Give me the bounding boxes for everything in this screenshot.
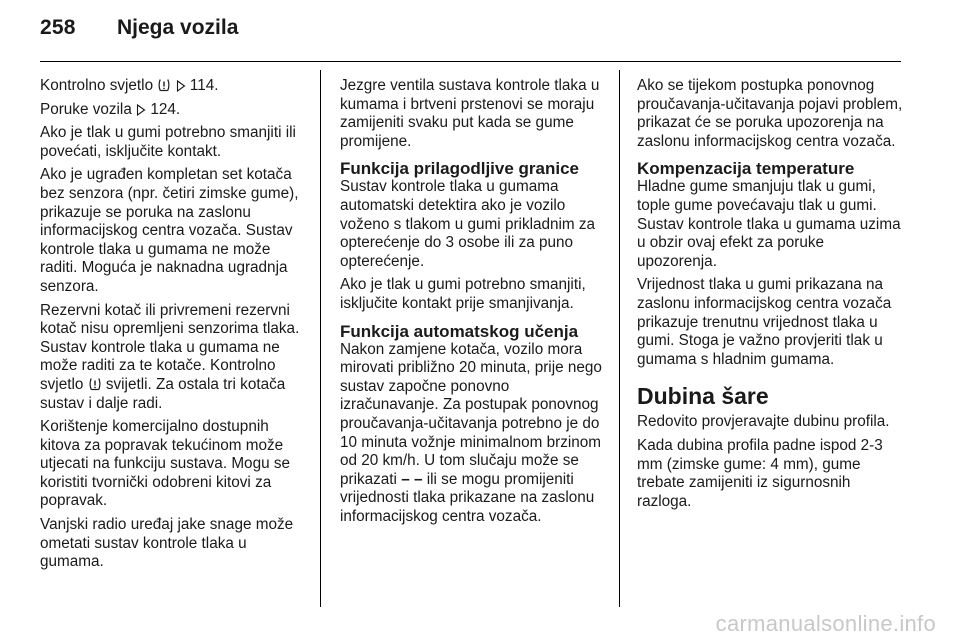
column-3 [637, 77, 907, 516]
paragraph: Vrijednost tlaka u gumi prikazana na zaslonu informacijskog centra vozača prikazuje trenutnu vrijednost tlaka u gumi. Stoga je važno provjeriti tlak u gumama s hladnim gumama. [637, 276, 892, 368]
section-heading: Kompenzacija temperature [637, 159, 855, 179]
header-rule [40, 61, 901, 62]
watermark: carmanualsonline.info [715, 611, 936, 636]
paragraph: Ako je tlak u gumi potrebno smanjiti ili povećati, isključite kontakt. [40, 124, 296, 160]
major-heading: Dubina šare [637, 383, 769, 410]
column-divider-2 [619, 70, 620, 607]
paragraph-vehicle-messages-ref: Poruke vozila 124. [40, 100, 181, 118]
tire-pressure-warning-icon [88, 377, 102, 391]
paragraph: Ako je tlak u gumi potrebno smanjiti, isključite kontakt prije smanjivanja. [340, 276, 586, 312]
dashes-display-symbol: – – [401, 470, 423, 488]
tire-pressure-warning-icon [157, 78, 171, 92]
page-reference-arrow-icon [136, 104, 146, 116]
paragraph: Kada dubina profila padne ispod 2-3 mm (zimske gume: 4 mm), gume trebate zamijeniti iz sigurnosnih razloga. [637, 436, 883, 510]
paragraph: Ako se tijekom postupka ponovnog proučavanja-učitavanja pojavi problem, prikazat će se poruka upozorenja na zaslonu informacijskog centra vozača. [637, 77, 903, 150]
section-heading: Funkcija prilagodljive granice [340, 159, 580, 179]
page-header [40, 16, 920, 56]
paragraph: Redovito provjeravajte dubinu profila. [637, 413, 890, 431]
paragraph: Korištenje komercijalno dostupnih kitova za popravak tekućinom može utjecati na funkciju sustava. Mogu se koristiti tvornički odobreni kitovi za popravak. [40, 418, 290, 510]
paragraph: Jezgre ventila sustava kontrole tlaka u kumama i brtveni prstenovi se moraju zamijeniti svaku put kada se gume promijene. [340, 77, 600, 150]
paragraph-warning-light-ref: Kontrolno svjetlo 114. [40, 77, 219, 94]
section-heading: Funkcija automatskog učenja [340, 321, 579, 341]
paragraph: Hladne gume smanjuju tlak u gumi, tople gume povećavaju tlak u gumi. Sustav kontrole tlaka u gumama uzima u obzir ovaj efekt za poruke upozorenja. [637, 178, 901, 270]
paragraph: Vanjski radio uređaj jake snage može ometati sustav kontrole tlaka u gumama. [40, 516, 294, 571]
column-1 [40, 77, 308, 577]
column-divider-1 [320, 70, 321, 607]
paragraph: Ako je ugrađen kompletan set kotača bez senzora (npr. četiri zimske gume), prikazuje se poruka na zaslonu informacijskog centra vozača. Sustav kontrole tlaka u gumama ne može raditi. Moguća je naknadna ugradnja senzora. [40, 166, 299, 295]
column-2 [340, 77, 605, 531]
page-number: 258 [40, 16, 76, 39]
paragraph-auto-learn: Nakon zamjene kotača, vozilo mora mirovati približno 20 minuta, prije nego sustav započne ponovno izračunavanje. Za postupak ponovnog proučavanja-učitavanja potrebno je do 10 minuta vožnje minimalnom brzinom od 20 km/h. U tom slučaju može se prikazati – – ili se mogu promijeniti vrijednosti tlaka prikazane na zaslonu informacijskog centra vozača. [340, 340, 602, 525]
chapter-title: Njega vozila [117, 16, 239, 39]
paragraph-spare-wheel: Rezervni kotač ili privremeni rezervni kotač nisu opremljeni senzorima tlaka. Sustav kontrole tlaka u gumama ne može raditi za te kotače. Kontrolno svjetlo svijetli. Za ostala tri kotača sustav i dalje radi. [40, 301, 300, 412]
page-reference-arrow-icon [176, 80, 186, 92]
paragraph: Sustav kontrole tlaka u gumama automatski detektira ako je vozilo voženo s tlakom u gumi prikladnim za opterećenje do 3 osobe ili za puno opterećenje. [340, 178, 596, 270]
